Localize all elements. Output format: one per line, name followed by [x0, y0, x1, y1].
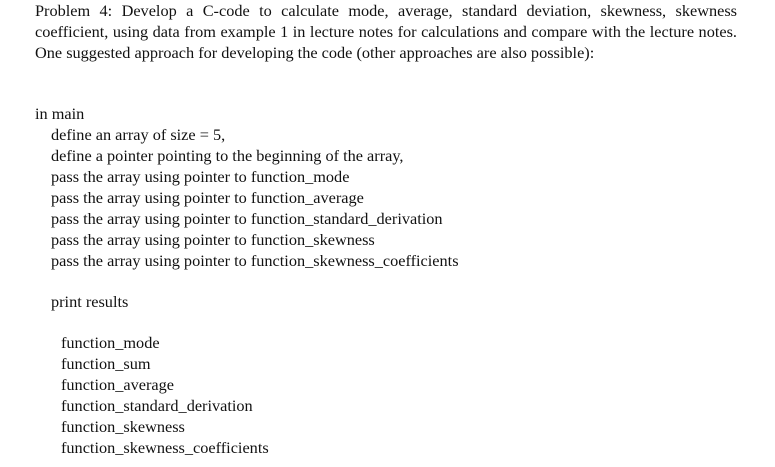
step-item: pass the array using pointer to function_skewness [51, 230, 375, 249]
step-item: pass the array using pointer to function_standard_derivation [51, 209, 443, 228]
function-item: function_standard_derivation [61, 396, 253, 415]
function-item: function_skewness_coefficients [61, 438, 269, 457]
function-item: function_average [61, 375, 175, 394]
print-results-label: print results [51, 292, 129, 311]
function-item: function_skewness [61, 417, 185, 436]
step-item: pass the array using pointer to function_mode [51, 167, 350, 186]
step-item: pass the array using pointer to function_skewness_coefficients [51, 251, 459, 270]
problem-statement: Problem 4: Develop a C-code to calculate mode, average, standard deviation, skewness, skewness coefficient, using data from example 1 in lecture notes for calculations and compare with the lecture notes. One suggested approach for developing the code (other approaches are also possible): [35, 1, 737, 62]
step-item: define an array of size = 5, [51, 125, 226, 144]
step-item: define a pointer pointing to the beginning of the array, [51, 146, 404, 165]
step-item: pass the array using pointer to function_average [51, 188, 364, 207]
function-item: function_sum [61, 354, 151, 373]
function-item: function_mode [61, 333, 160, 352]
main-heading: in main [35, 104, 85, 123]
